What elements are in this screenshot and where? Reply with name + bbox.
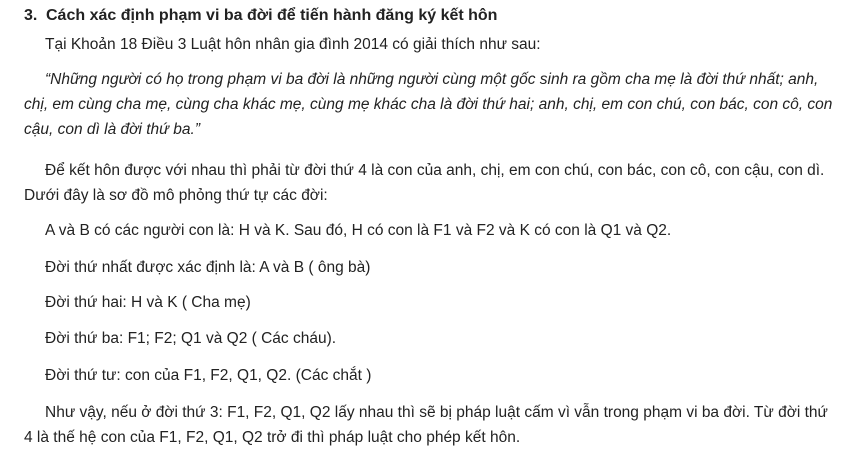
- generation-four-line: Đời thứ tư: con của F1, F2, Q1, Q2. (Các chắt ): [45, 367, 372, 384]
- section-title: Cách xác định phạm vi ba đời để tiến hành đăng ký kết hôn: [46, 7, 498, 24]
- family-example-line: A và B có các người con là: H và K. Sau đó, H có con là F1 và F2 và K có con là Q1 và Q2.: [45, 222, 672, 239]
- intro-paragraph: Tại Khoản 18 Điều 3 Luật hôn nhân gia đình 2014 có giải thích như sau:: [45, 36, 541, 53]
- conclusion-paragraph: [24, 400, 836, 450]
- marriage-condition-text: Để kết hôn được với nhau thì phải từ đời thứ 4 là con của anh, chị, em con chú, con bác, con cô, con cậu, con dì. Dưới đây là sơ đồ mô phỏng thứ tự các đời:: [24, 162, 825, 204]
- generation-three-line: Đời thứ ba: F1; F2; Q1 và Q2 ( Các cháu).: [45, 330, 337, 347]
- law-quote-paragraph: [24, 67, 836, 142]
- conclusion-text: Như vậy, nếu ở đời thứ 3: F1, F2, Q1, Q2 lấy nhau thì sẽ bị pháp luật cấm vì vẫn trong phạm vi ba đời. Từ đời thứ 4 là thế hệ con của F1, F2, Q1, Q2 trở đi thì pháp luật cho phép kết hôn.: [24, 404, 828, 446]
- section-number: 3.: [24, 7, 38, 24]
- section-heading: [24, 7, 497, 25]
- law-quote-text: “Những người có họ trong phạm vi ba đời là những người cùng một gốc sinh ra gồm cha mẹ là đời thứ nhất; anh, chị, em cùng cha mẹ, cùng cha khác mẹ, cùng mẹ khác cha là đời thứ hai; anh, chị, em con chú, con bác, con cô, con cậu, con dì là đời thứ ba.”: [24, 71, 833, 138]
- generation-one-line: Đời thứ nhất được xác định là: A và B ( ông bà): [45, 259, 371, 276]
- generation-two-line: Đời thứ hai: H và K ( Cha mẹ): [45, 294, 251, 311]
- marriage-condition-paragraph: [24, 158, 836, 208]
